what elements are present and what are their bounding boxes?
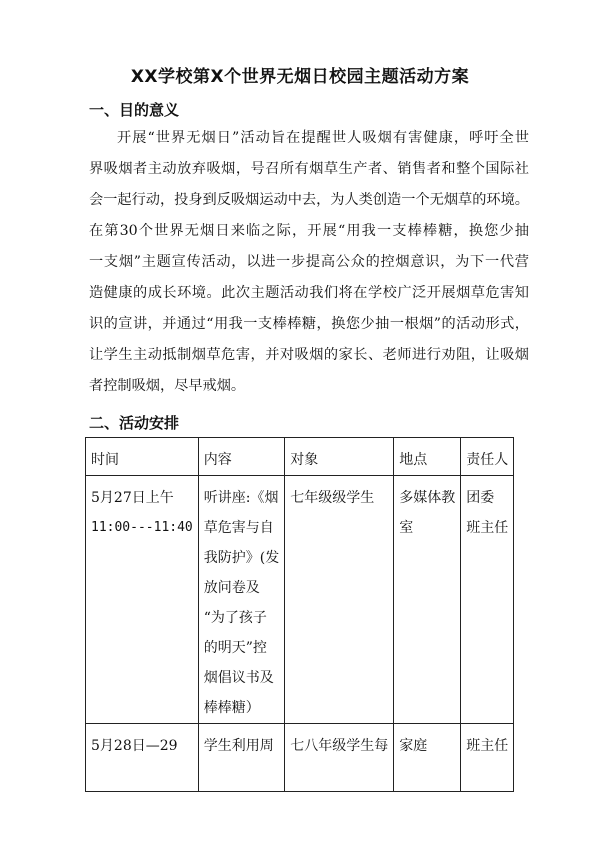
paragraph-line: 开展“世界无烟日”活动旨在提醒世人吸烟有害健康，呼吁全世 (117, 130, 529, 146)
table-row (86, 724, 514, 792)
cell-content (198, 724, 284, 792)
cell-place (394, 724, 461, 792)
cell-text: 放问卷及 (203, 580, 260, 596)
paragraph-line: 者控制吸烟，尽早戒烟。 (89, 378, 246, 394)
cell-text: 七八年级学生每 (290, 738, 389, 754)
header-time: 时间 (86, 438, 199, 476)
header-content: 内容 (198, 438, 284, 476)
cell-time (86, 724, 199, 792)
document-title: XX学校第X个世界无烟日校园主题活动方案 (130, 67, 470, 87)
section-heading-schedule: 二、活动安排 (89, 414, 180, 432)
paragraph-line: 让学生主动抵制烟草危害，并对吸烟的家长、老师进行劝阻，让吸烟 (89, 347, 529, 363)
cell-person (461, 476, 514, 724)
cell-text: 的明天”控 (203, 640, 267, 656)
cell-text: 班主任 (466, 738, 509, 754)
header-place: 地点 (394, 438, 461, 476)
cell-text: 班主任 (466, 520, 509, 536)
cell-text: 棒棒糖） (203, 700, 260, 716)
paragraph-line: 造健康的成长环境。此次主题活动我们将在学校广泛开展烟草危害知 (89, 285, 529, 301)
purpose-paragraph (89, 123, 529, 402)
cell-text: 家庭 (399, 738, 428, 754)
header-target: 对象 (285, 438, 394, 476)
cell-place (394, 476, 461, 724)
paragraph-line: 会一起行动，投身到反吸烟运动中去，为人类创造一个无烟草的环境。 (89, 192, 529, 208)
section-heading-purpose: 一、目的意义 (89, 101, 180, 119)
cell-target (285, 724, 394, 792)
cell-text: 七年级级学生 (290, 490, 375, 506)
cell-text: 11:00---11:40 (91, 520, 193, 535)
cell-text: 草危害与自 (203, 520, 274, 536)
cell-text: 学生利用周 (203, 738, 274, 754)
activity-schedule-table (85, 437, 514, 792)
cell-text: 5月28日—29 (91, 738, 178, 754)
cell-text: 室 (399, 520, 414, 536)
paragraph-line: 识的宣讲，并通过“用我一支棒棒糖，换您少抽一根烟”的活动形式， (89, 316, 529, 332)
cell-text: 多媒体教 (399, 490, 456, 506)
cell-target (285, 476, 394, 724)
cell-person (461, 724, 514, 792)
table-header-row (86, 438, 514, 476)
cell-content (198, 476, 284, 724)
paragraph-line: 在第30个世界无烟日来临之际，开展“用我一支棒棒糖，换您少抽 (89, 223, 529, 239)
cell-text: 5月27日上午 (91, 490, 174, 506)
cell-text: 我防护》(发 (203, 550, 280, 566)
cell-text: 烟倡议书及 (203, 670, 274, 686)
header-person: 责任人 (461, 438, 514, 476)
table-row (86, 476, 514, 724)
paragraph-line: 一支烟”主题宣传活动，以进一步提高公众的控烟意识，为下一代营 (89, 254, 529, 270)
cell-text: 听讲座:《烟 (203, 490, 279, 506)
cell-text: “为了孩子 (203, 610, 267, 626)
cell-time (86, 476, 199, 724)
cell-text: 团委 (466, 490, 495, 506)
paragraph-line: 界吸烟者主动放弃吸烟，号召所有烟草生产者、销售者和整个国际社 (89, 161, 529, 177)
